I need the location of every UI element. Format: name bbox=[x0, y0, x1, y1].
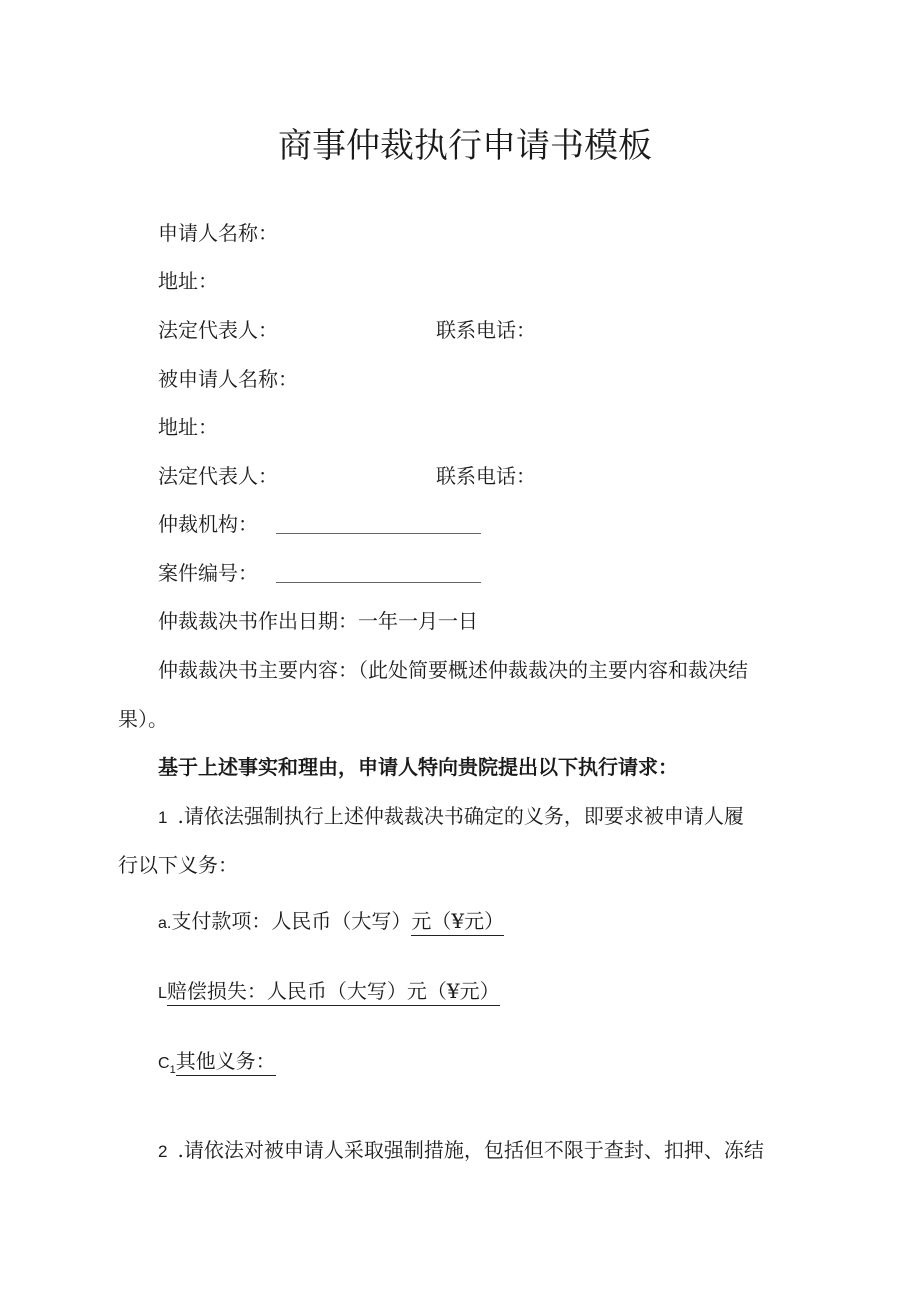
item-a-label: 支付款项：人民币（大写） bbox=[171, 909, 412, 933]
respondent-phone-label: 联系电话： bbox=[436, 464, 536, 488]
arbitration-body-blank[interactable] bbox=[276, 533, 481, 534]
item-b bbox=[158, 977, 500, 1008]
item-a-prefix: a. bbox=[158, 915, 172, 932]
request1-line2: 行以下义务： bbox=[118, 853, 238, 877]
applicant-name-label: 申请人名称： bbox=[158, 221, 278, 245]
request2-line1 bbox=[158, 1136, 764, 1166]
case-number-blank[interactable] bbox=[276, 582, 481, 583]
award-summary-line1: 仲裁裁决书主要内容：（此处简要概述仲裁裁决的主要内容和裁决结 bbox=[158, 658, 748, 682]
request2-number: 2 bbox=[158, 1142, 168, 1161]
respondent-rep-label: 法定代表人： bbox=[158, 464, 278, 488]
respondent-address-label: 地址： bbox=[158, 415, 218, 439]
item-a bbox=[158, 907, 504, 938]
request-intro: 基于上述事实和理由，申请人特向贵院提出以下执行请求： bbox=[158, 755, 678, 779]
item-b-text: 赔偿损失：人民币（大写）元（¥元） bbox=[167, 979, 500, 1006]
item-c bbox=[158, 1047, 276, 1084]
request1-line1 bbox=[158, 802, 744, 832]
applicant-phone-label: 联系电话： bbox=[436, 318, 536, 342]
item-b-prefix: L bbox=[158, 985, 167, 1002]
arbitration-body-row bbox=[158, 510, 258, 538]
applicant-address-label: 地址： bbox=[158, 269, 218, 293]
award-date: 仲裁裁决书作出日期：一年一月一日 bbox=[158, 609, 478, 633]
applicant-rep-label: 法定代表人： bbox=[158, 318, 278, 342]
request1-number: 1 bbox=[158, 808, 168, 827]
document-title: 商事仲裁执行申请书模板 bbox=[278, 126, 652, 166]
item-a-amount: 元（¥元） bbox=[411, 909, 504, 936]
case-number-label: 案件编号： bbox=[158, 561, 258, 585]
request2-text: .请依法对被申请人采取强制措施，包括但不限于查封、扣押、冻结 bbox=[177, 1138, 764, 1162]
arbitration-body-label: 仲裁机构： bbox=[158, 512, 258, 536]
request1-text: .请依法强制执行上述仲裁裁决书确定的义务，即要求被申请人履 bbox=[177, 804, 744, 828]
case-number-row bbox=[158, 559, 258, 587]
respondent-name-label: 被申请人名称： bbox=[158, 367, 298, 391]
award-summary-line2: 果）。 bbox=[118, 707, 168, 731]
item-c-prefix: C bbox=[158, 1055, 170, 1072]
item-c-text: 其他义务： bbox=[176, 1049, 276, 1076]
item-c-sub: 1 bbox=[169, 1064, 176, 1076]
